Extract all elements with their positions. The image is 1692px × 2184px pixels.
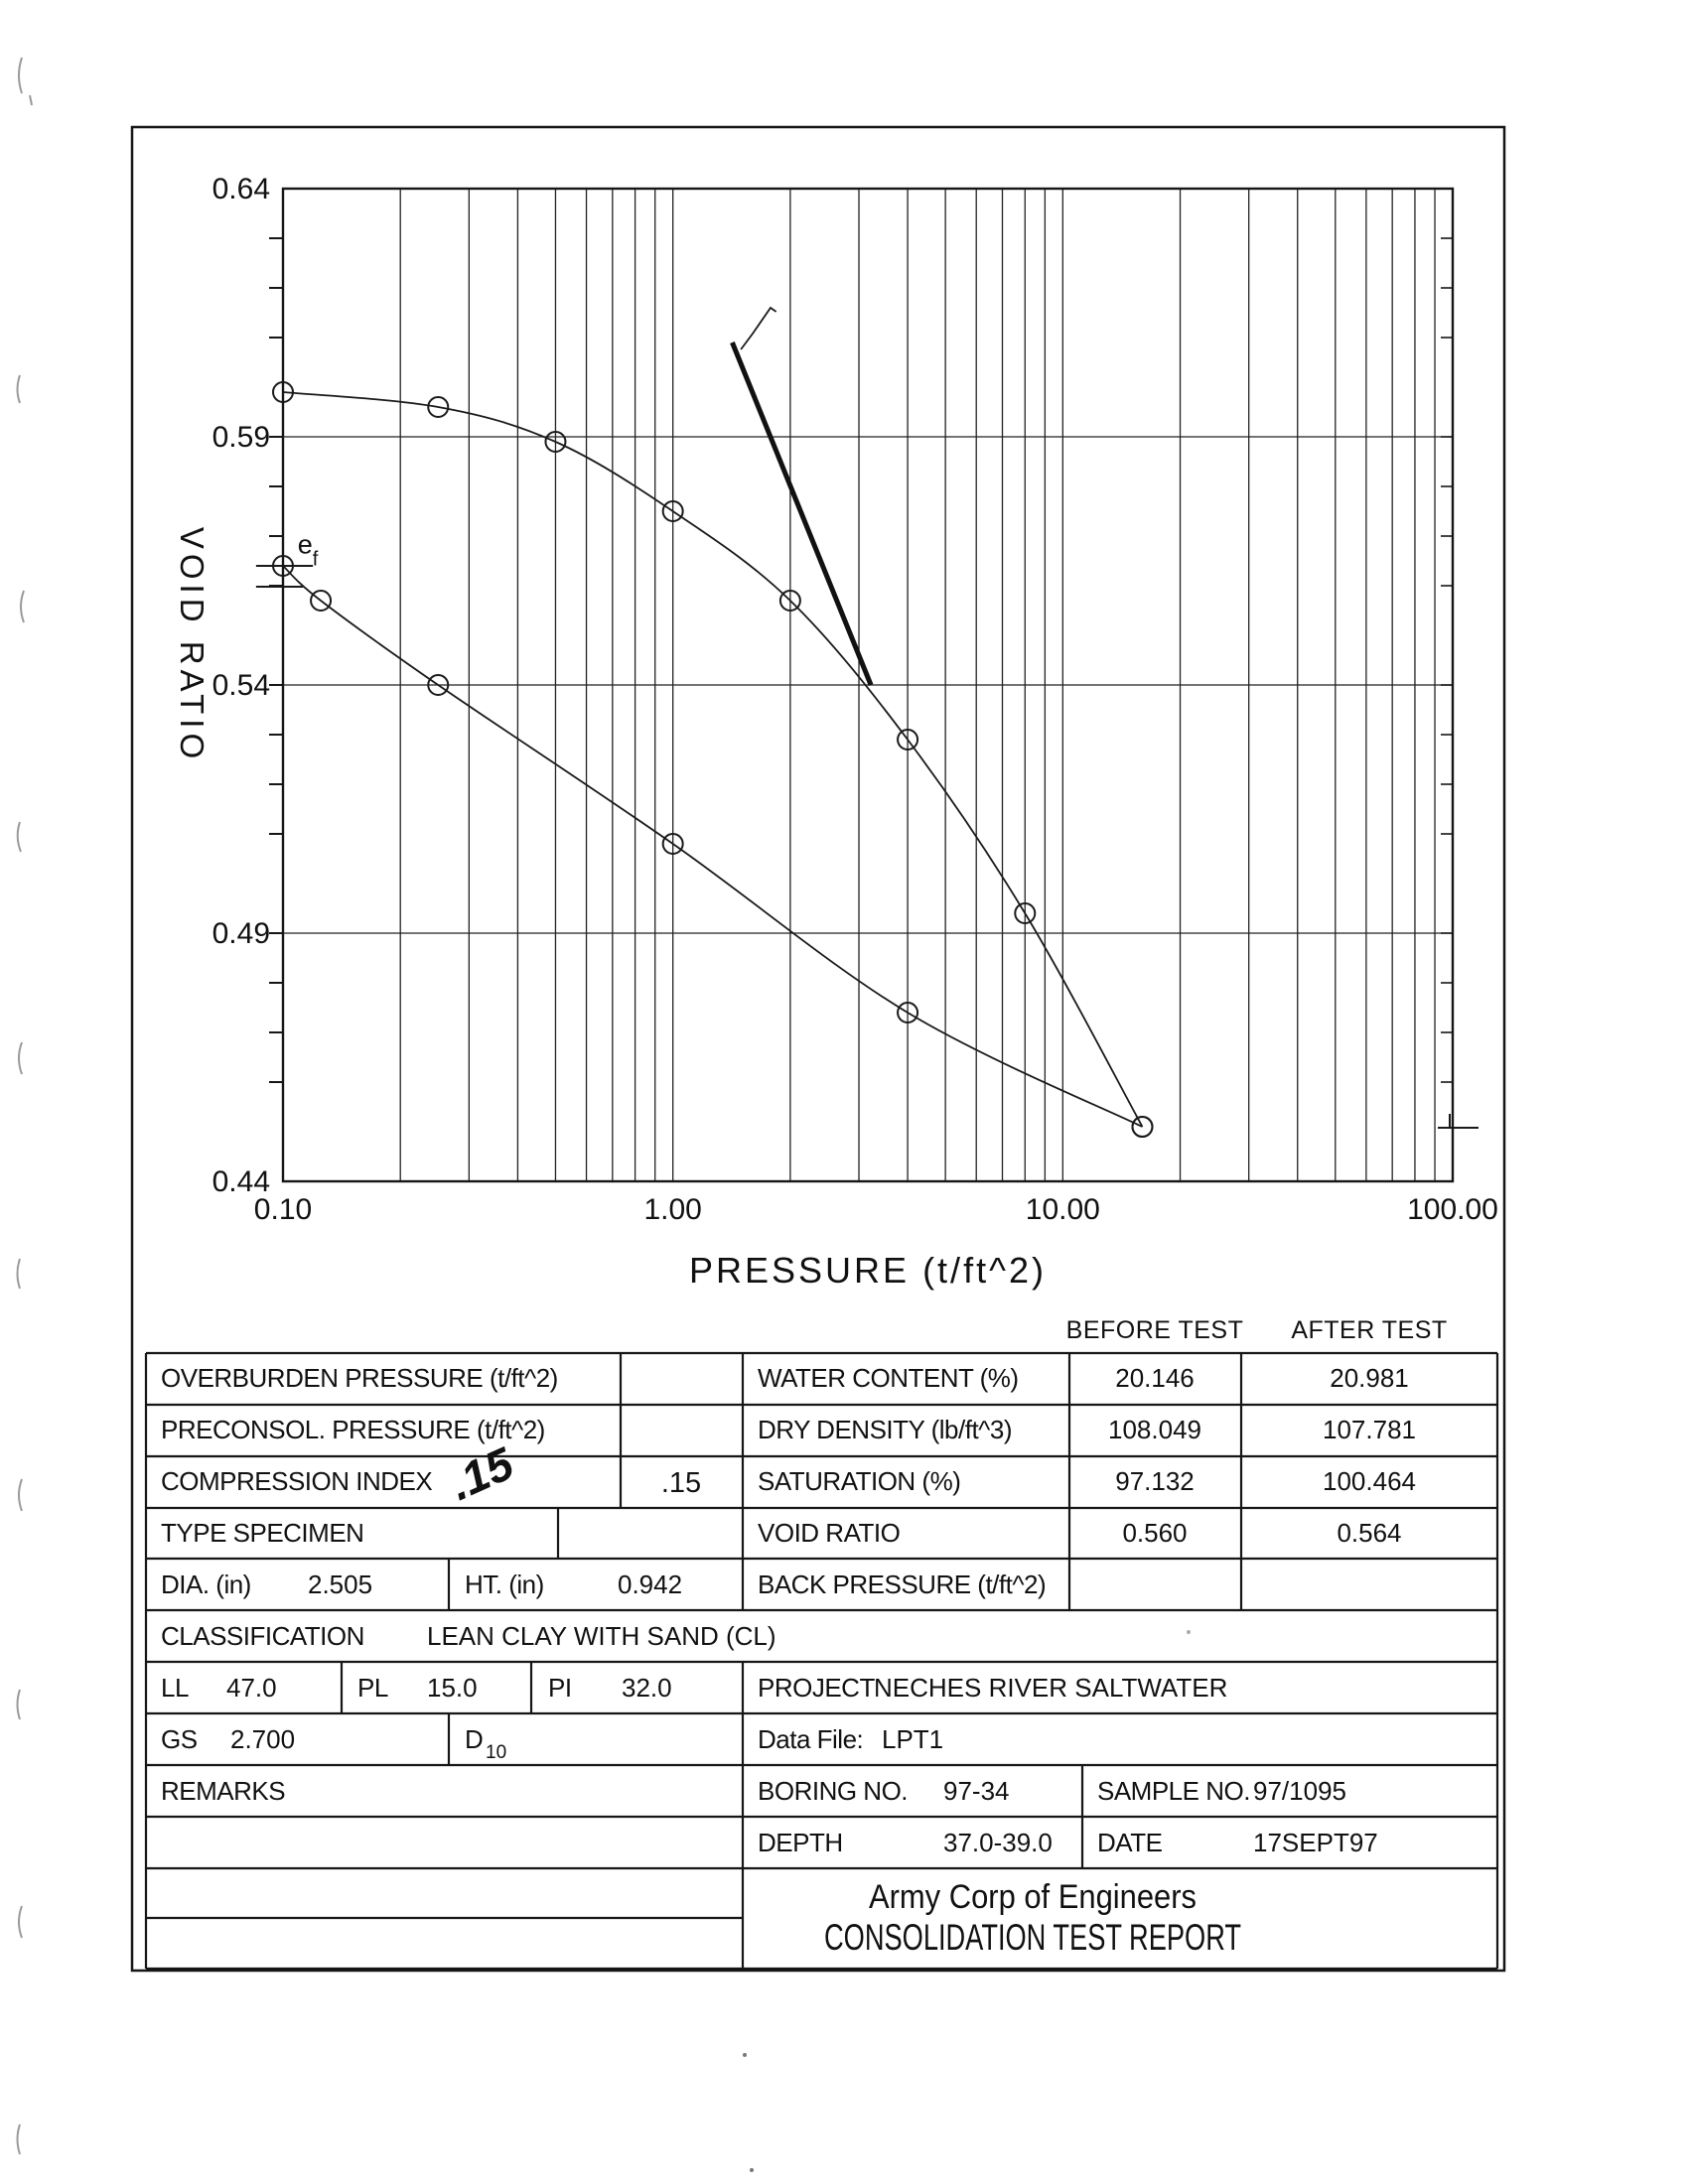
table-grid [146,1353,1497,1969]
void-ratio-label: VOID RATIO [758,1518,901,1548]
compression-loading-curve [283,392,1142,1127]
ht-value: 0.942 [618,1570,683,1599]
depth-value: 37.0-39.0 [943,1828,1053,1857]
date-value: 17SEPT97 [1253,1828,1378,1857]
dry-density-label: DRY DENSITY (lb/ft^3) [758,1415,1012,1444]
gs-label: GS [161,1724,198,1754]
dia-label: DIA. (in) [161,1570,251,1599]
y-tick-label: 0.64 [212,173,270,205]
gs-value: 2.700 [230,1724,296,1754]
ll-value: 47.0 [226,1673,277,1703]
d10-subscript: 10 [486,1742,507,1763]
date-label: DATE [1097,1828,1163,1857]
compression-index-typed-value: .15 [660,1467,702,1499]
water-content-before: 20.146 [1115,1363,1195,1393]
compression-index-handwritten-value: .15 [441,1436,521,1511]
project-label: PROJECT [758,1673,875,1703]
x-axis-title: PRESSURE (t/ft^2) [689,1250,1047,1291]
organization-title: Army Corp of Engineers [869,1878,1197,1916]
after-test-header: AFTER TEST [1291,1316,1448,1344]
pl-value: 15.0 [427,1673,478,1703]
water-content-after: 20.981 [1330,1363,1409,1393]
ht-label: HT. (in) [465,1570,544,1599]
saturation-label: SATURATION (%) [758,1466,961,1496]
d10-label: D [465,1724,484,1754]
boring-no-label: BORING NO. [758,1776,909,1806]
boring-no-value: 97-34 [943,1776,1010,1806]
ll-label: LL [161,1673,189,1703]
back-pressure-label: BACK PRESSURE (t/ft^2) [758,1570,1047,1599]
void-ratio-after: 0.564 [1337,1518,1402,1548]
tangent-flag-mark [741,308,776,349]
dia-value: 2.505 [308,1570,373,1599]
classification-label: CLASSIFICATION [161,1621,364,1651]
ef-label-subscript: f [312,548,319,571]
ef-label: e [297,529,313,560]
preconsol-pressure-label: PRECONSOL. PRESSURE (t/ft^2) [161,1415,545,1444]
overburden-pressure-label: OVERBURDEN PRESSURE (t/ft^2) [161,1363,558,1393]
remarks-label: REMARKS [161,1776,286,1806]
pl-label: PL [357,1673,388,1703]
report-title: CONSOLIDATION TEST REPORT [824,1917,1241,1958]
saturation-before: 97.132 [1115,1466,1195,1496]
depth-label: DEPTH [758,1828,843,1857]
data-file-label: Data File: [758,1724,864,1754]
compression-index-label: COMPRESSION INDEX [161,1466,433,1496]
chart-gridlines [283,189,1453,1181]
saturation-after: 100.464 [1323,1466,1416,1496]
virgin-compression-tangent-line [732,342,871,685]
y-tick-label: 0.59 [212,421,270,454]
before-test-header: BEFORE TEST [1065,1316,1244,1344]
sample-no-value: 97/1095 [1253,1776,1346,1806]
classification-value: LEAN CLAY WITH SAND (CL) [427,1621,776,1651]
type-specimen-label: TYPE SPECIMEN [161,1518,364,1548]
sample-no-label: SAMPLE NO. [1097,1776,1250,1806]
x-tick-label: 10.00 [1025,1193,1100,1226]
y-axis-title: VOID RATIO [174,526,211,764]
void-ratio-before: 0.560 [1122,1518,1188,1548]
data-file-value: LPT1 [882,1724,944,1754]
rebound-curve [283,566,1142,1127]
dry-density-before: 108.049 [1108,1415,1201,1444]
dry-density-after: 107.781 [1323,1415,1416,1444]
x-tick-label: 1.00 [643,1193,702,1226]
chart-annotations [256,308,1479,1128]
y-tick-label: 0.44 [212,1165,270,1198]
y-tick-label: 0.54 [212,669,270,702]
project-value: NECHES RIVER SALTWATER [874,1673,1228,1703]
x-tick-label: 100.00 [1407,1193,1498,1226]
y-tick-label: 0.49 [212,917,270,950]
x-tick-label: 0.10 [253,1193,313,1226]
water-content-label: WATER CONTENT (%) [758,1363,1019,1393]
chart-series [273,382,1152,1137]
chart-tick-labels [212,173,1498,1226]
pi-label: PI [548,1673,572,1703]
pi-value: 32.0 [622,1673,672,1703]
